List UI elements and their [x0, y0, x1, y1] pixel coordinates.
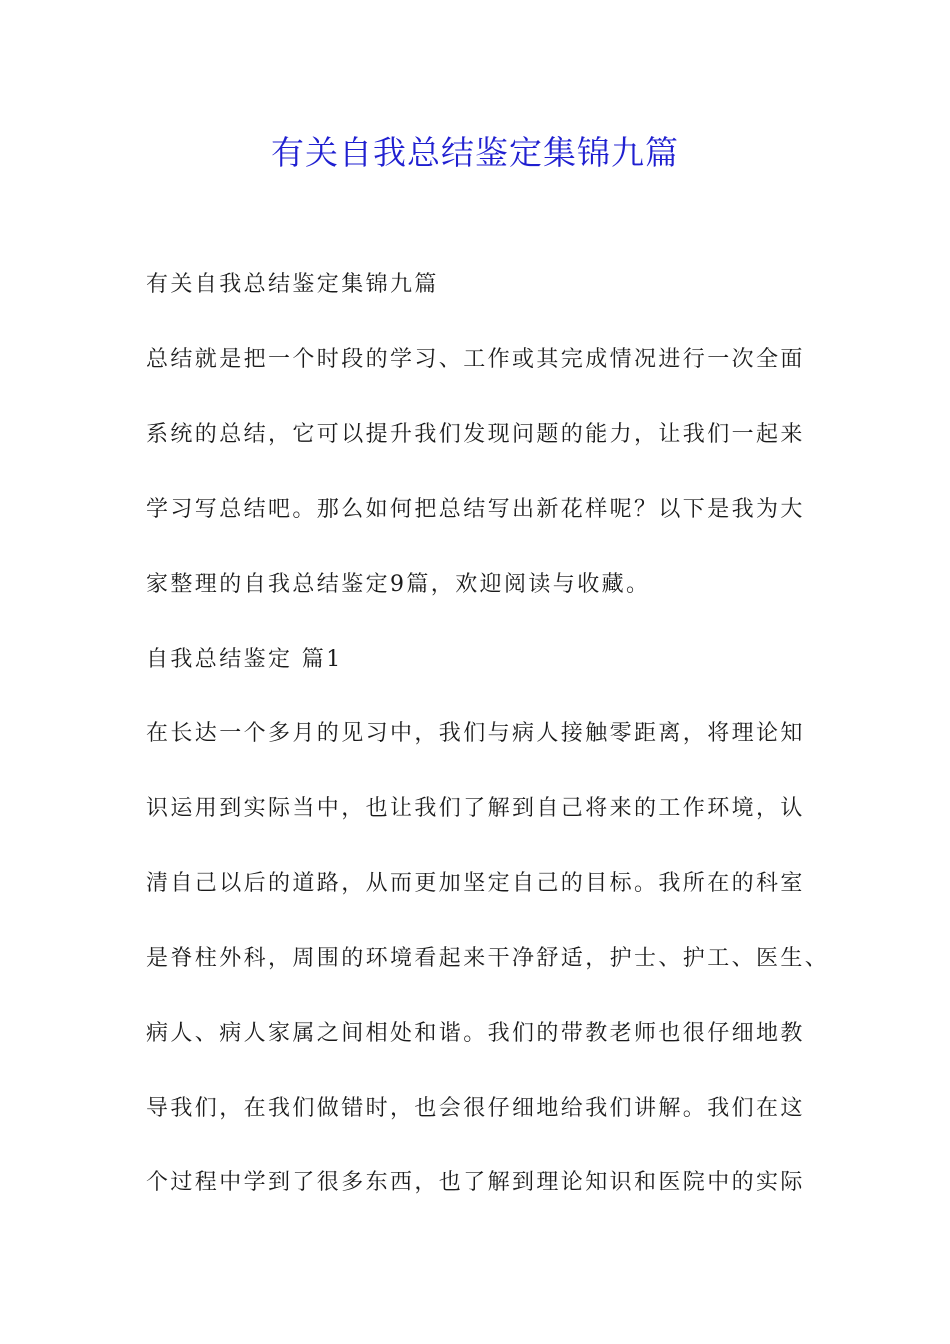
body-line: 识运用到实际当中，也让我们了解到自己将来的工作环境，认 [146, 796, 805, 821]
body-line: 是脊柱外科，周围的环境看起来干净舒适，护士、护工、医生、 [146, 946, 830, 971]
body-line: 系统的总结，它可以提升我们发现问题的能力，让我们一起来 [146, 422, 805, 447]
body-line: 总结就是把一个时段的学习、工作或其完成情况进行一次全面 [146, 347, 805, 372]
body-line: 家整理的自我总结鉴定9篇，欢迎阅读与收藏。 [146, 572, 651, 597]
body-line: 个过程中学到了很多东西，也了解到理论知识和医院中的实际 [146, 1170, 805, 1195]
body-line: 在长达一个多月的见习中，我们与病人接触零距离，将理论知 [146, 721, 805, 746]
document-title: 有关自我总结鉴定集锦九篇 [271, 133, 679, 172]
body-line: 病人、病人家属之间相处和谐。我们的带教老师也很仔细地教 [146, 1021, 805, 1046]
subtitle-line: 有关自我总结鉴定集锦九篇 [146, 272, 439, 297]
body-line: 导我们，在我们做错时，也会很仔细地给我们讲解。我们在这 [146, 1096, 805, 1121]
body-line: 清自己以后的道路，从而更加坚定自己的目标。我所在的科室 [146, 871, 805, 896]
body-line: 学习写总结吧。那么如何把总结写出新花样呢？以下是我为大 [146, 497, 805, 522]
section-heading: 自我总结鉴定 篇1 [146, 647, 343, 672]
